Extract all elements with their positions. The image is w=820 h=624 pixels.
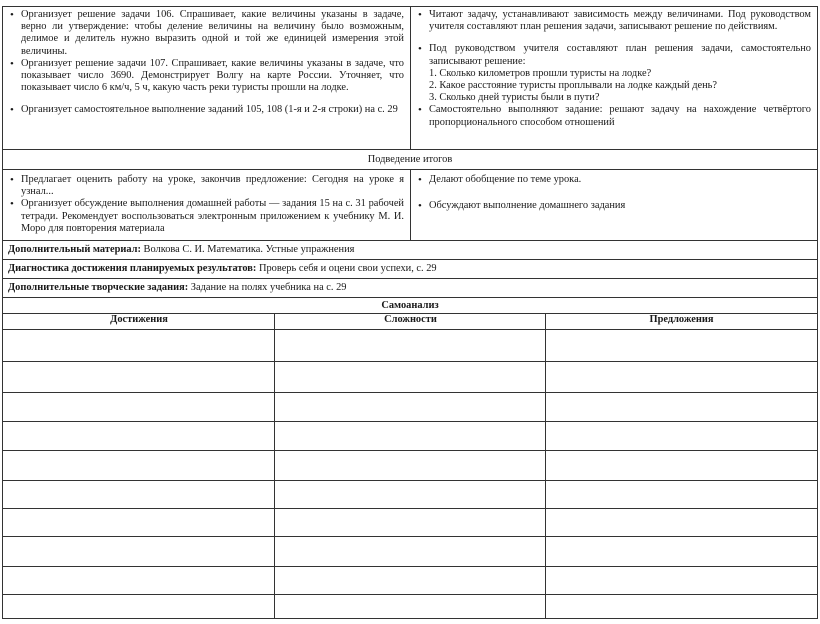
teacher-item: • Организует решение задачи 107. Спрашивает, какие величины указаны в задаче, что показывает число 3690. Демонстрирует Волгу на карте России. Уточняет, что показывает число 6 км/ч, 5 ч, какую часть реки туристы прошли на лодке. [9,58,404,95]
achievements-column [3,314,275,619]
self-analysis-title: Самоанализ [3,298,817,314]
teacher-item: • Организует обсуждение выполнения домашней работы — задания 15 на с. 31 рабочей тетради. Рекомендует воспользоваться электронным приложением к учебнику М. И. Моро для повторения материала [9,198,404,235]
diagnostics-row [3,260,817,279]
grid-line [3,329,817,330]
grid-line [3,536,817,537]
lesson-plan-table [2,6,818,619]
activity-row-2 [3,170,817,241]
suggestions-header: Предложения [649,314,714,325]
student-item: • Под руководством учителя составляют план решения задачи, самостоятельно записывают решение: [417,43,811,67]
difficulties-header: Сложности [384,314,437,325]
grid-line [3,392,817,393]
extra-material-text: Волкова С. И. Математика. Устные упражнения [140,244,355,255]
student-item: • Самостоятельно выполняют задание: решают задачу на нахождение четвёртого пропорционального способом отношений [417,104,811,128]
grid-line [3,361,817,362]
grid-line [3,421,817,422]
grid-line [3,508,817,509]
creative-tasks-row [3,279,817,298]
activity-row-1 [3,7,817,150]
achievements-header: Достижения [110,314,168,325]
question-item: 2. Какое расстояние туристы проплывали на лодке каждый день? [429,80,718,92]
creative-tasks-label: Дополнительные творческие задания: [8,282,189,293]
teacher-item: • Организует решение задачи 106. Спрашивает, какие величины указаны в задаче, верно ли утверждение: чтобы деление величины на величину было возможным, делимое и делитель нужно выразить одной и той же единицей измерения этой величины. [9,9,404,58]
self-analysis-grid [3,314,817,619]
creative-tasks-text: Задание на полях учебника на с. 29 [188,282,347,293]
grid-line [3,594,817,595]
extra-material-row [3,241,817,260]
grid-line [3,480,817,481]
question-list [417,68,811,105]
teacher-item: • Организует самостоятельное выполнение заданий 105, 108 (1-я и 2-я строки) на с. 29 [9,104,404,116]
student-item: • Читают задачу, устанавливают зависимость между величинами. Под руководством учителя составляют план решения задачи, записывают решение по действиям. [417,9,811,33]
student-activity-cell [411,170,817,240]
student-item: • Делают обобщение по теме урока. [417,174,811,186]
teacher-activity-cell [3,7,411,149]
question-item: 3. Сколько дней туристы были в пути? [429,92,600,104]
teacher-activity-cell [3,170,411,240]
grid-line [3,450,817,451]
diagnostics-text: Проверь себя и оцени свои успехи, с. 29 [256,263,437,274]
summary-heading: Подведение итогов [3,150,817,170]
extra-material-label: Дополнительный материал: [8,244,141,255]
teacher-item: • Предлагает оценить работу на уроке, закончив предложение: Сегодня на уроке я узнал... [9,174,404,198]
diagnostics-label: Диагностика достижения планируемых результатов: [8,263,257,274]
question-item: 1. Сколько километров прошли туристы на лодке? [429,67,652,79]
difficulties-column [275,314,546,619]
student-activity-cell [411,7,817,149]
student-item: • Обсуждают выполнение домашнего задания [417,200,811,212]
grid-line [3,566,817,567]
